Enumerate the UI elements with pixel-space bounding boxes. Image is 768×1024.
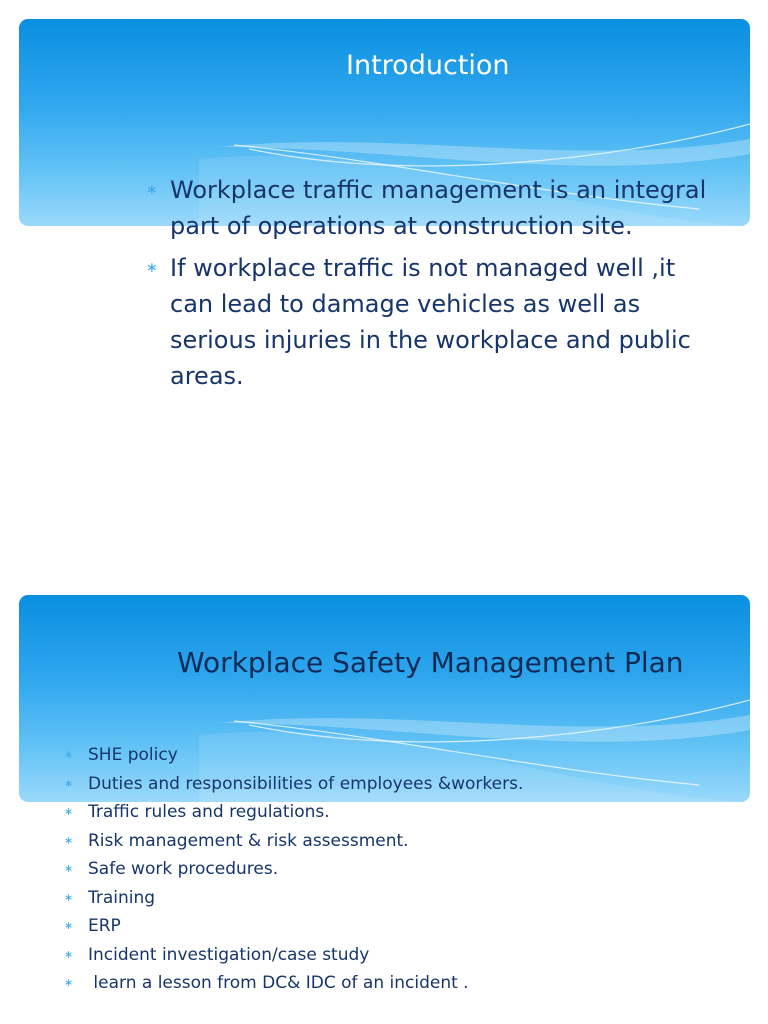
bullet-text: Workplace traffic management is an integral part of operations at construction site.: [170, 176, 707, 240]
slide-title: Introduction: [346, 50, 510, 81]
bullet-text: Traffic rules and regulations.: [88, 802, 330, 822]
bullet-asterisk-icon: ∗: [64, 947, 74, 961]
slide-title: Workplace Safety Management Plan: [177, 646, 684, 679]
bullet-asterisk-icon: ∗: [64, 862, 74, 875]
bullet-text: Risk management & risk assessment.: [88, 830, 409, 851]
slide-safety-plan: [0, 576, 768, 1024]
bullet-text: Incident investigation/case study: [88, 944, 370, 965]
list-item: [64, 827, 704, 856]
list-item: [64, 884, 704, 913]
bullet-asterisk-icon: ∗: [64, 833, 74, 847]
bullet-text: SHE policy: [88, 745, 178, 765]
bullet-asterisk-icon: ∗: [146, 260, 158, 276]
bullet-text: Duties and responsibilities of employees &workers.: [88, 773, 524, 794]
bullet-text: learn a lesson from DC& IDC of an incident .: [88, 973, 469, 993]
list-item: [64, 770, 704, 799]
bullet-text: ERP: [88, 916, 121, 936]
list-item: [146, 172, 716, 244]
list-item: [64, 912, 704, 941]
bullet-asterisk-icon: ∗: [64, 976, 74, 989]
bullet-text: If workplace traffic is not managed well ,it can lead to damage vehicles as well as serious injuries in the workplace and public areas.: [170, 254, 691, 390]
list-item: [64, 741, 704, 770]
bullet-asterisk-icon: ∗: [64, 919, 74, 932]
bullet-asterisk-icon: ∗: [146, 182, 158, 198]
bullet-text: Training: [88, 887, 156, 908]
list-item: [64, 855, 704, 884]
list-item: [64, 969, 704, 998]
bullet-list: [146, 172, 716, 400]
bullet-asterisk-icon: ∗: [64, 890, 74, 904]
bullet-list: [64, 741, 704, 998]
bullet-asterisk-icon: ∗: [64, 805, 74, 818]
bullet-asterisk-icon: ∗: [64, 748, 74, 761]
bullet-asterisk-icon: ∗: [64, 776, 74, 790]
bullet-text: Safe work procedures.: [88, 859, 279, 879]
list-item: [64, 798, 704, 827]
list-item: [64, 941, 704, 970]
list-item: [146, 250, 716, 394]
